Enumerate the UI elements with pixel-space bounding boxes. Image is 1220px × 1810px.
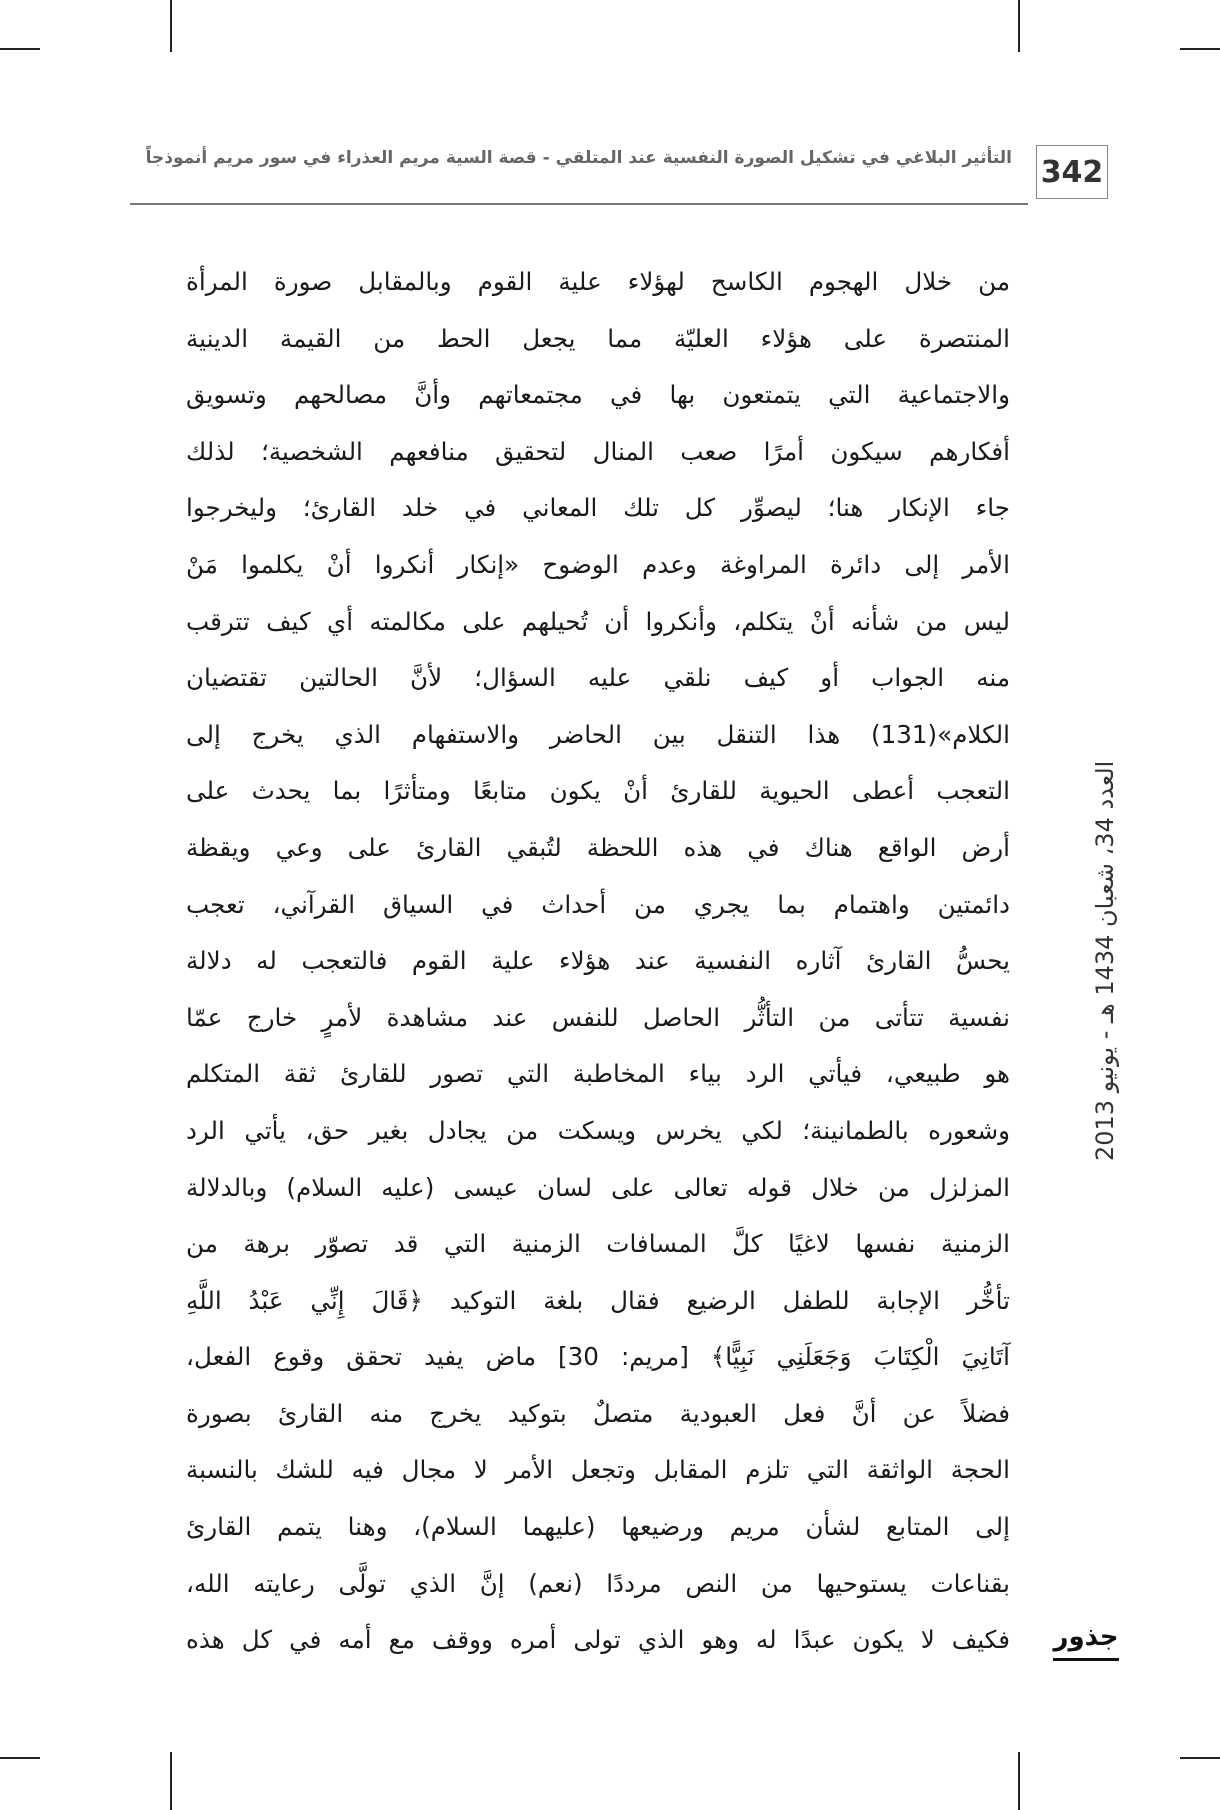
- text-line: إلى المتابع لشأن مريم ورضيعها (عليهما السلام)، وهنا يتمم القارئ: [186, 1512, 1010, 1542]
- text-line: ليس من شأنه أنْ يتكلم، وأنكروا أن تُحيلهم على مكالمته أي كيف تترقب: [186, 606, 1010, 636]
- text-line: جاء الإنكار هنا؛ ليصوِّر كل تلك المعاني في خلد القارئ؛ وليخرجوا: [186, 493, 1010, 523]
- crop-mark: [170, 1752, 172, 1810]
- text-line: منه الجواب أو كيف نلقي عليه السؤال؛ لأنَّ الحالتين تقتضيان: [186, 663, 1010, 693]
- crop-mark: [170, 0, 172, 52]
- text-line: تأخُّر الإجابة للطفل الرضيع فقال بلغة التوكيد ﴿قَالَ إِنِّي عَبْدُ اللَّهِ: [186, 1285, 1010, 1315]
- text-line: المنتصرة على هؤلاء العليّة مما يجعل الحط من القيمة الدينية: [186, 323, 1010, 353]
- crop-mark: [1018, 0, 1020, 52]
- text-line: هو طبيعي، فيأتي الرد بياء المخاطبة التي تصور للقارئ ثقة المتكلم: [186, 1059, 1010, 1089]
- issue-info: العدد 34، شعبان 1434 هـ - يونيو 2013: [1091, 760, 1119, 1161]
- running-title: التأثير البلاغي في تشكيل الصورة النفسية عند المتلقي - قصة السية مريم العذراء في سور مريم أنموذجاً: [145, 148, 1012, 168]
- text-line: بقناعات يستوحيها من النص مرددًا (نعم) إنَّ الذي تولَّى رعايته الله،: [186, 1568, 1010, 1598]
- journal-logo: جذور: [1053, 1618, 1119, 1661]
- text-line: أرض الواقع هناك في هذه اللحظة لتُبقي القارئ على وعي ويقظة: [186, 832, 1010, 862]
- running-header: [130, 140, 1108, 206]
- text-line: فضلاً عن أنَّ فعل العبودية متصلٌ بتوكيد يخرج منه القارئ بصورة: [186, 1398, 1010, 1428]
- text-line: فكيف لا يكون عبدًا له وهو الذي تولى أمره ووقف مع أمه في كل هذه: [186, 1625, 1010, 1655]
- crop-mark: [1180, 48, 1220, 50]
- text-line: الحجة الواثقة التي تلزم المقابل وتجعل الأمر لا مجال فيه للشك بالنسبة: [186, 1455, 1010, 1485]
- text-line: آتَانِيَ الْكِتَابَ وَجَعَلَنِي نَبِيًّا﴾ [مريم: 30] ماض يفيد تحقق وقوع الفعل،: [186, 1342, 1010, 1372]
- text-line: نفسية تتأتى من التأثُّر الحاصل للنفس عند مشاهدة لأمرٍ خارج عمّا: [186, 1002, 1010, 1032]
- crop-mark: [0, 1757, 40, 1759]
- article-body: [186, 254, 1010, 1669]
- text-line: الزمنية نفسها لاغيًا كلَّ المسافات الزمنية التي قد تصوّر برهة من: [186, 1229, 1010, 1259]
- text-line: التعجب أعطى الحيوية للقارئ أنْ يكون متابعًا ومتأثرًا بما يحدث على: [186, 776, 1010, 806]
- text-line: الكلام»(131) هذا التنقل بين الحاضر والاستفهام الذي يخرج إلى: [186, 719, 1010, 749]
- text-line: وشعوره بالطمانينة؛ لكي يخرس ويسكت من يجادل بغير حق، يأتي الرد: [186, 1115, 1010, 1145]
- text-line: من خلال الهجوم الكاسح لهؤلاء علية القوم وبالمقابل صورة المرأة: [186, 267, 1010, 296]
- text-line: الأمر إلى دائرة المراوغة وعدم الوضوح «إنكار أنكروا أنْ يكلموا مَنْ: [186, 549, 1010, 579]
- text-line: المزلزل من خلال قوله تعالى على لسان عيسى (عليه السلام) وبالدلالة: [186, 1172, 1010, 1202]
- text-line: والاجتماعية التي يتمتعون بها في مجتمعاتهم وأنَّ مصالحهم وتسويق: [186, 380, 1010, 410]
- crop-mark: [1018, 1752, 1020, 1810]
- text-line: دائمتين واهتمام بما يجري من أحداث في السياق القرآني، تعجب: [186, 889, 1010, 919]
- header-divider: [130, 203, 1028, 205]
- text-line: يحسُّ القارئ آثاره النفسية عند هؤلاء علية القوم فالتعجب له دلالة: [186, 946, 1010, 976]
- crop-mark: [0, 48, 40, 50]
- text-line: أفكارهم سيكون أمرًا صعب المنال لتحقيق منافعهم الشخصية؛ لذلك: [186, 436, 1010, 466]
- crop-mark: [1180, 1757, 1220, 1759]
- page-number: 342: [1036, 145, 1108, 199]
